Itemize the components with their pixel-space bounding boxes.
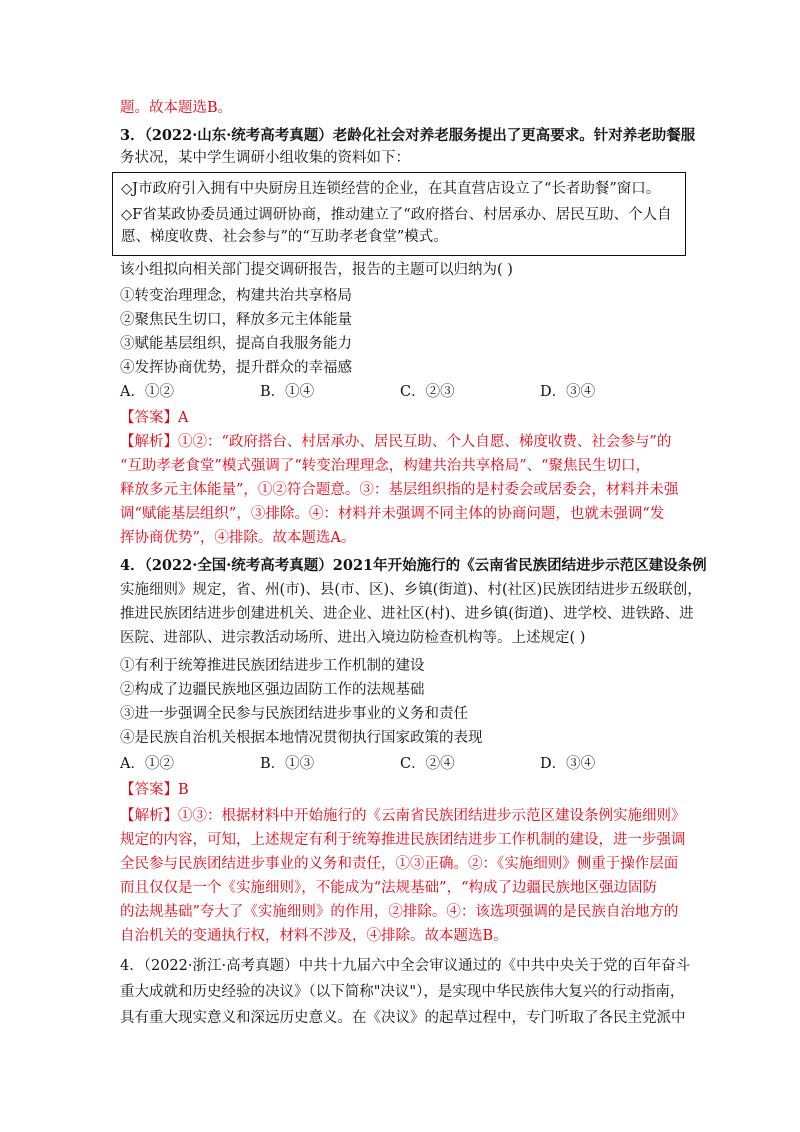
- q3-material-line-1: ◇J市政府引入拥有中央厨房且连锁经营的企业，在其直营店设立了“长者助餐”窗口。: [121, 181, 661, 197]
- q4a-item-3: ③进一步强调全民参与民族团结进步事业的义务和责任: [120, 706, 468, 722]
- q4a-option-a: A．①②: [120, 756, 174, 772]
- q4a-item-1: ①有利于统筹推进民族团结进步工作机制的建设: [120, 658, 425, 674]
- previous-answer-fragment: 题。故本题选B。: [120, 100, 233, 116]
- q4a-title-line-2: 实施细则》规定，省、州(市)、县(市、区)、乡镇(街道)、村(社区)民族团结进步五级联创，: [120, 582, 702, 598]
- q3-title-line-1: 3．（2022·山东·统考高考真题）老龄化社会对养老服务提出了更高要求。针对养老助餐服: [120, 127, 696, 144]
- q3-analysis-line-5: 挥协商优势”，④排除。故本题选A。: [120, 530, 356, 546]
- q3-item-1: ①转变治理理念，构建共治共享格局: [120, 288, 352, 304]
- q3-item-4: ④发挥协商优势，提升群众的幸福感: [120, 360, 352, 376]
- q3-item-2: ②聚焦民生切口，释放多元主体能量: [120, 312, 352, 328]
- q4a-analysis-line-3: 全民参与民族团结进步事业的义务和责任，①③正确。②：《实施细则》侧重于操作层面: [120, 856, 679, 872]
- q4b-title-line-3: 具有重大现实意义和深远历史意义。在《决议》的起草过程中，专门听取了各民主党派中: [120, 1010, 686, 1026]
- q4a-analysis-line-5: 的法规基础”夸大了《实施细则》的作用，②排除。④：该选项强调的是民族自治地方的: [120, 904, 679, 920]
- q3-material-line-2: ◇F省某政协委员通过调研协商，推动建立了“政府搭台、村居承办、居民互助、个人自: [121, 207, 672, 223]
- q3-analysis-line-3: 释放多元主体能量”，①②符合题意。③：基层组织指的是村委会或居委会，材料并未强: [120, 482, 679, 498]
- q4a-analysis-line-2: 规定的内容，可知，上述规定有利于统筹推进民族团结进步工作机制的建设，进一步强调: [120, 832, 686, 848]
- q3-item-3: ③赋能基层组织，提高自我服务能力: [120, 336, 352, 352]
- q3-answer: 【答案】A: [120, 410, 189, 426]
- q3-option-b: B．①④: [260, 384, 315, 400]
- q4a-analysis-line-6: 自治机关的变通执行权，材料不涉及，④排除。故本题选B。: [120, 928, 508, 944]
- q3-analysis-line-4: 调“赋能基层组织”，③排除。④：材料并未强调不同主体的协商问题，也就未强调“发: [120, 506, 665, 522]
- q4a-title-line-4: 医院、进部队、进宗教活动场所、进出入境边防检查机构等。上述规定( ): [120, 630, 586, 646]
- q3-material-box: [112, 172, 686, 256]
- q4b-title-line-2: 重大成就和历史经验的决议》（以下简称"决议"），是实现中华民族伟大复兴的行动指南，: [120, 984, 685, 1000]
- q3-option-a: A．①②: [120, 384, 174, 400]
- q3-analysis-line-1: 【解析】①②：“政府搭台、村居承办、居民互助、个人自愿、梯度收费、社会参与”的: [120, 434, 672, 450]
- q3-material-line-3: 愿、梯度收费、社会参与”的“互助孝老食堂”模式。: [121, 229, 448, 245]
- q3-option-c: C．②③: [400, 384, 455, 400]
- q4a-answer: 【答案】B: [120, 782, 189, 798]
- q4a-option-c: C．②④: [400, 756, 455, 772]
- q4a-title-line-3: 推进民族团结进步创建进机关、进企业、进社区(村)、进乡镇(街道)、进学校、进铁路、进: [120, 606, 694, 622]
- q4a-item-4: ④是民族自治机关根据本地情况贯彻执行国家政策的表现: [120, 730, 483, 746]
- q3-option-d: D．③④: [540, 384, 596, 400]
- q4a-option-d: D．③④: [540, 756, 596, 772]
- q4a-analysis-line-4: 而且仅仅是一个《实施细则》，不能成为“法规基础”，“构成了边疆民族地区强边固防: [120, 880, 657, 896]
- q3-title-line-2: 务状况，某中学生调研小组收集的资料如下：: [120, 150, 410, 166]
- q3-stem: 该小组拟向相关部门提交调研报告，报告的主题可以归纳为( ): [120, 262, 513, 278]
- q4b-title-line-1: 4．（2022·浙江·高考真题）中共十九届六中全会审议通过的《中共中央关于党的百年奋斗: [120, 958, 691, 974]
- q4a-item-2: ②构成了边疆民族地区强边固防工作的法规基础: [120, 682, 425, 698]
- q3-analysis-line-2: “互助孝老食堂”模式强调了“转变治理理念，构建共治共享格局”、“聚焦民生切口，: [120, 458, 651, 474]
- q4a-title-line-1: 4．（2022·全国·统考高考真题）2021年开始施行的《云南省民族团结进步示范区建设条例: [120, 557, 707, 574]
- q4a-analysis-line-1: 【解析】①③：根据材料中开始施行的《云南省民族团结进步示范区建设条例实施细则》: [120, 808, 686, 824]
- q4a-option-b: B．①③: [260, 756, 315, 772]
